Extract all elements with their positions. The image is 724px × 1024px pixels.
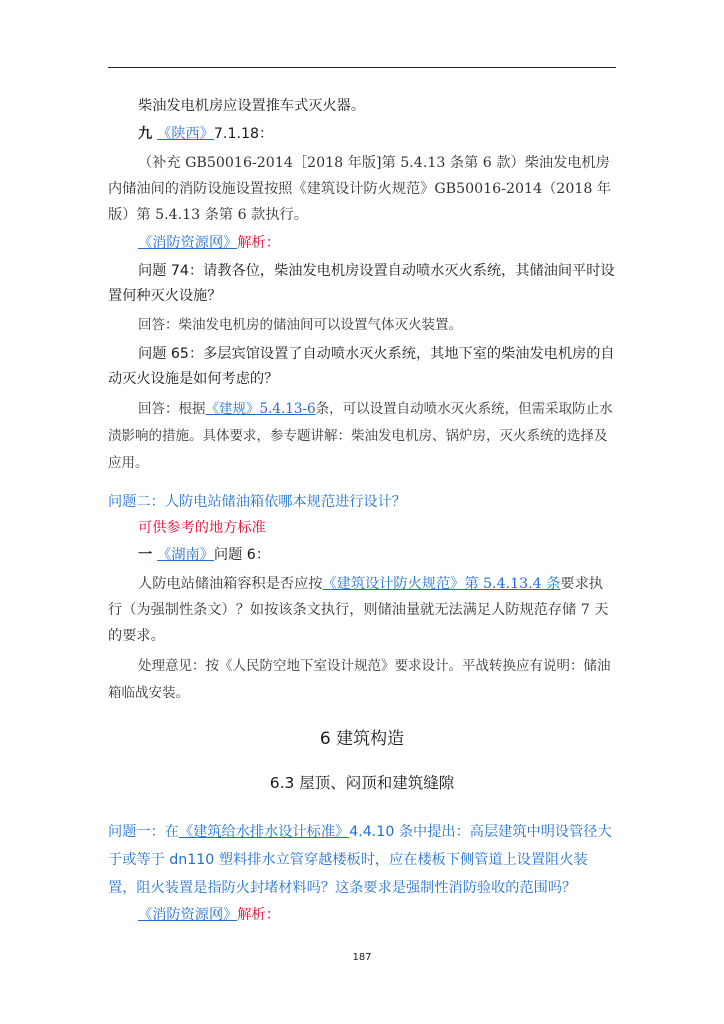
paragraph-diesel-extinguisher: 柴油发电机房应设置推车式灭火器。 bbox=[138, 98, 366, 114]
page-number: 187 bbox=[352, 952, 372, 963]
question-74: 问题 74：请教各位，柴油发电机房设置自动喷水灭火系统，其储油间平时设置何种灭火设施？ bbox=[108, 263, 615, 304]
answer-74: 回答：柴油发电机房的储油间可以设置气体灭火装置。 bbox=[138, 317, 462, 333]
section-title: 6.3 屋顶、闷顶和建筑缝隙 bbox=[269, 774, 455, 792]
header-rule bbox=[108, 67, 616, 68]
answer-65: 回答：根据《建规》5.4.13-6条，可以设置自动喷水灭火系统，但需采取防止水渍影响的措施。具体要求，参专题讲解：柴油发电机房、锅炉房，灭火系统的选择及应用。 bbox=[108, 401, 613, 471]
section-number: 九 bbox=[138, 126, 158, 142]
question-65: 问题 65：多层宾馆设置了自动喷水灭火系统，其地下室的柴油发电机房的自动灭火设施是如何考虑的？ bbox=[108, 346, 615, 387]
section-shaanxi bbox=[108, 122, 616, 147]
content-block-2 bbox=[108, 490, 616, 707]
question-number: 问题 6： bbox=[213, 547, 271, 563]
section-number: 一 bbox=[138, 547, 158, 563]
hunan-answer: 处理意见：按《人民防空地下室设计规范》要求设计。平战转换应有说明：储油箱临战安装。 bbox=[108, 658, 611, 701]
local-standard-label: 可供参考的地方标准 bbox=[138, 520, 266, 536]
analysis-label: 解析： bbox=[237, 907, 280, 923]
section-hunan bbox=[108, 543, 616, 568]
link-xiaofang-ziyuan-2[interactable]: 《消防资源网》 bbox=[138, 907, 238, 923]
content-block-3 bbox=[108, 818, 616, 928]
analysis-label: 解析： bbox=[237, 235, 280, 251]
link-jiangui[interactable]: 《建规》5.4.13-6 bbox=[205, 401, 316, 417]
link-hunan[interactable]: 《湖南》 bbox=[157, 547, 214, 563]
source-heading-2 bbox=[108, 903, 616, 928]
link-drainage-standard[interactable]: 《建筑给水排水设计标准》 bbox=[178, 824, 350, 840]
source-heading-1 bbox=[108, 231, 616, 256]
question-2-heading: 问题二：人防电站储油箱依哪本规范进行设计？ bbox=[108, 494, 406, 510]
link-fire-code[interactable]: 《建筑设计防火规范》第 5.4.13.4 条 bbox=[322, 576, 561, 592]
supplement-paragraph: （补充 GB50016-2014［2018 年版]第 5.4.13 条第 6 款）柴油发电机房内储油间的消防设施设置按照《建筑设计防火规范》GB50016-2014（2018 年版）第 5.4.13 条第 6 款执行。 bbox=[108, 155, 612, 223]
question-1: 问题一：在《建筑给水排水设计标准》4.4.10 条中提出：高层建筑中明设管径大于或等于 dn110 塑料排水立管穿越楼板时，应在楼板下侧管道上设置阻火装置，阻火装置是指防火封堵材料吗？这条要求是强制性消防验收的范围吗？ bbox=[108, 824, 612, 896]
chapter-title: 6 建筑构造 bbox=[319, 729, 405, 749]
link-shaanxi[interactable]: 《陕西》 bbox=[157, 126, 214, 142]
link-xiaofang-ziyuan[interactable]: 《消防资源网》 bbox=[138, 235, 238, 251]
hunan-question: 人防电站储油箱容积是否应按《建筑设计防火规范》第 5.4.13.4 条要求执行（为强制性条文）？如按该条文执行，则储油量就无法满足人防规范存储 7 天的要求。 bbox=[108, 576, 609, 644]
clause-number: 7.1.18： bbox=[213, 126, 274, 142]
content-block-1 bbox=[108, 94, 616, 477]
